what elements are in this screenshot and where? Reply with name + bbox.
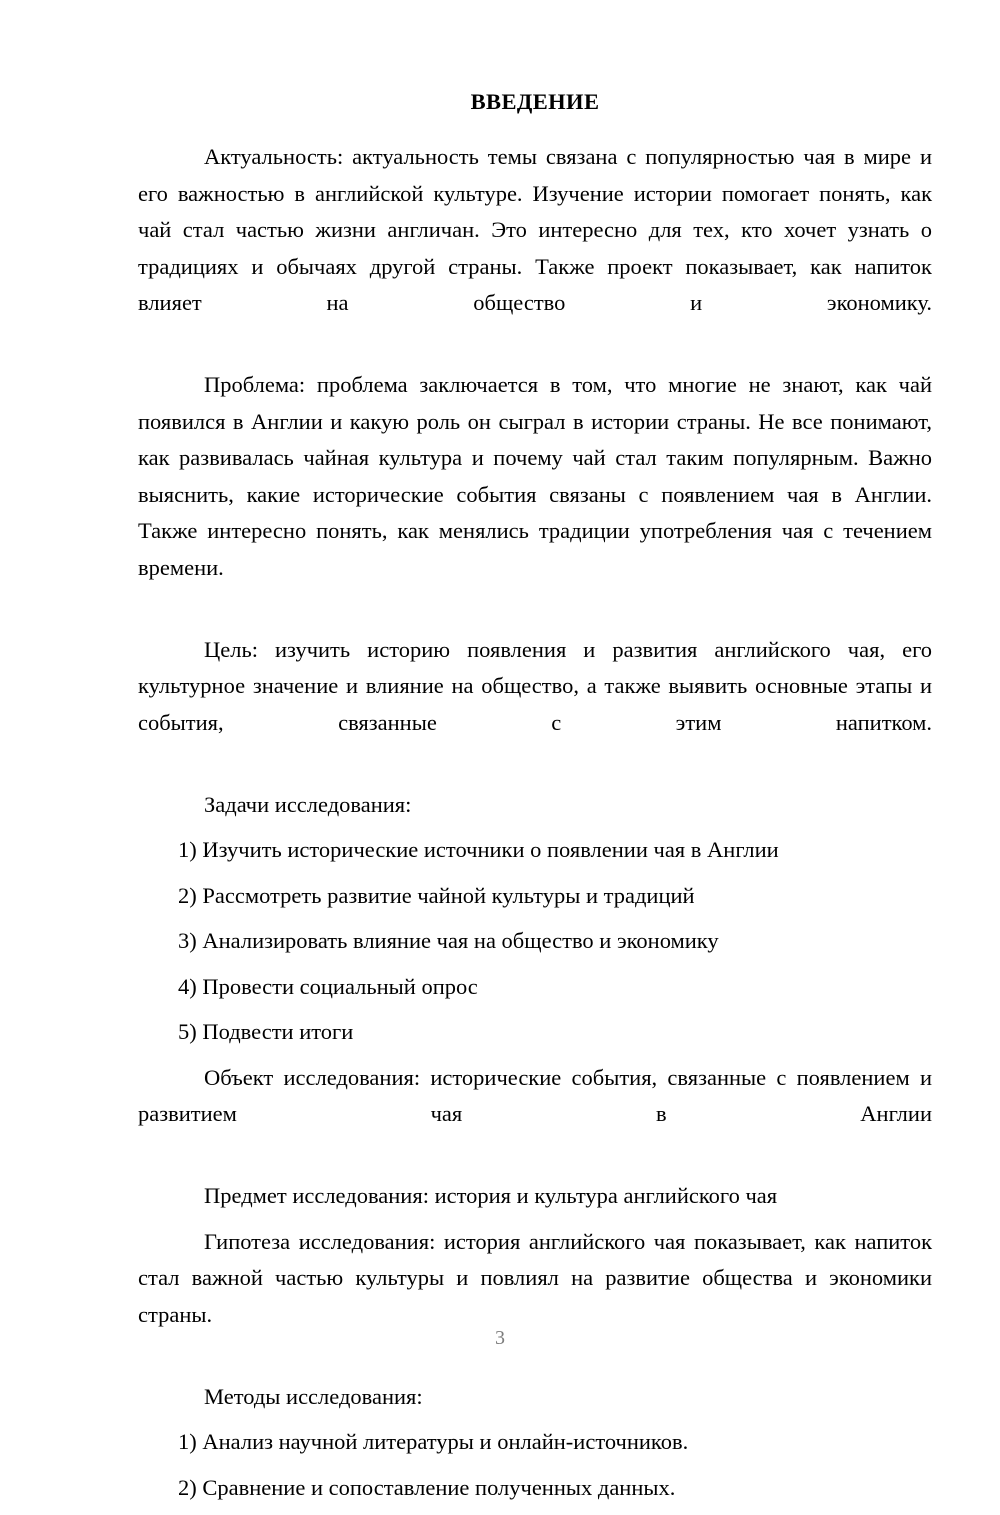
list-item: 2) Рассмотреть развитие чайной культуры и традиций — [178, 882, 695, 908]
list-item: 4) Провести социальный опрос — [178, 973, 478, 999]
methods-label: Методы исследования: — [204, 1383, 423, 1409]
list-item: 3) Анализировать влияние чая на общество и экономику — [178, 928, 719, 953]
paragraph-object: Объект исследования: исторические события, связанные с появлением и развитием чая в Англии — [138, 1064, 932, 1126]
list-item: 1) Изучить исторические источники о появлении чая в Англии — [178, 837, 779, 862]
paragraph-problem: Проблема: проблема заключается в том, что многие не знают, как чай появился в Англии и какую роль он сыграл в истории страны. Не все понимают, как развивалась чайная культура и почему чай стал таким популярным. Важно выяснить, какие исторические события связаны с появлением чая в Англии. Также интересно понять, как менялись традиции употребления чая с течением времени. — [138, 372, 932, 580]
paragraph-relevance: Актуальность: актуальность темы связана с популярностью чая в мире и его важностью в английской культуре. Изучение истории помогает понять, как чай стал частью жизни англичан. Это интересно для тех, кто хочет узнать о традициях и обычаях другой страны. Также проект показывает, как напиток влияет на общество и экономику. — [138, 144, 932, 315]
list-item: 5) Подвести итоги — [178, 1019, 354, 1044]
page-title: ВВЕДЕНИЕ — [470, 89, 600, 114]
list-item: 1) Анализ научной литературы и онлайн-источников. — [178, 1429, 689, 1454]
tasks-list — [138, 832, 932, 1051]
paragraph-goal: Цель: изучить историю появления и развития английского чая, его культурное значение и влияние на общество, а также выявить основные этапы и события, связанные с этим напитком. — [138, 636, 932, 735]
methods-list — [138, 1424, 932, 1506]
list-item: 2) Сравнение и сопоставление полученных данных. — [178, 1474, 676, 1500]
paragraph-hypothesis: Гипотеза исследования: история английского чая показывает, как напиток стал важной частью культуры и повлиял на развитие общества и экономики страны. — [138, 1228, 932, 1327]
page-number: 3 — [495, 1327, 505, 1349]
document-body — [138, 88, 932, 1515]
paragraph-subject: Предмет исследования: история и культура английского чая — [204, 1183, 778, 1208]
tasks-label: Задачи исследования: — [204, 791, 412, 817]
